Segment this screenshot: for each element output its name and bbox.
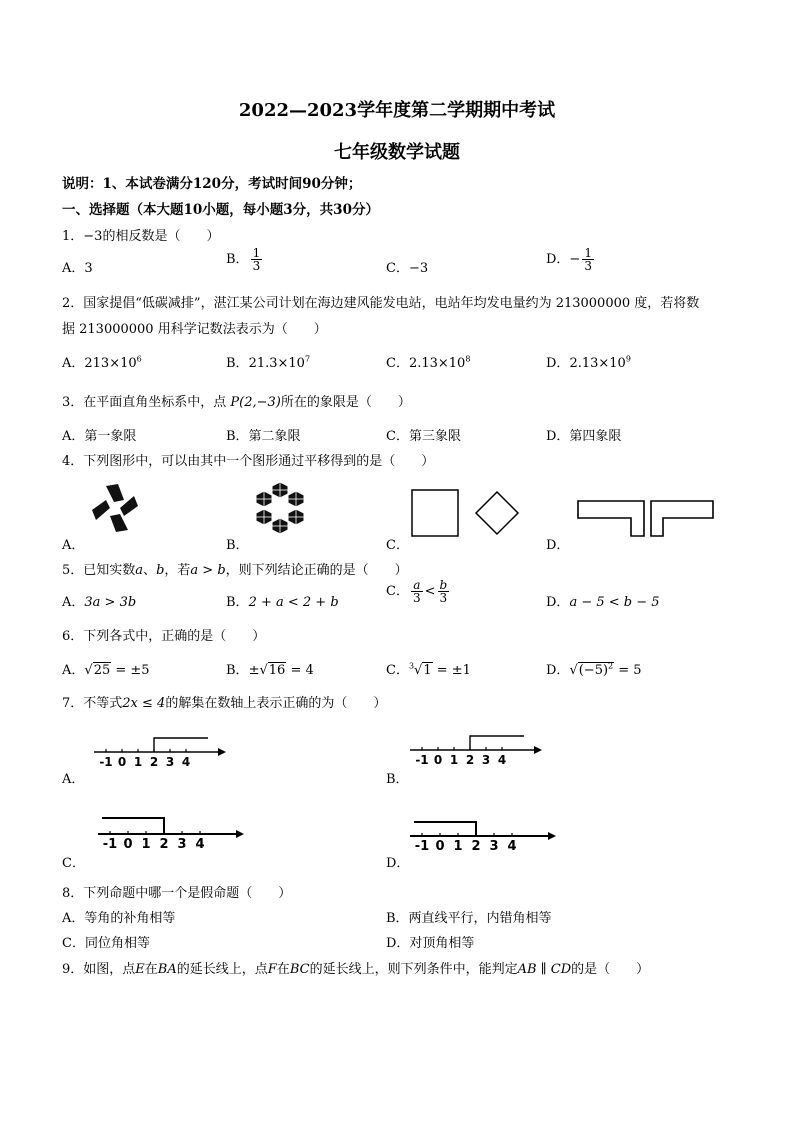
section-heading: 一、选择题（本大题10小题，每小题3分，共30分） <box>62 202 379 218</box>
q6-option-a[interactable]: A．√25 = ±5 <box>62 663 150 678</box>
number-line-tick-label: 1 <box>141 837 151 852</box>
q4-figure-a-blades <box>88 480 144 536</box>
number-line-arrow <box>236 830 244 838</box>
number-line-tick-label: 1 <box>453 839 463 854</box>
q7-number-line-c <box>96 812 246 858</box>
q2-option-a[interactable]: A．$213\times 10^6$ <box>62 354 142 371</box>
q7-option-d[interactable]: D． <box>386 856 410 871</box>
number-line-tick-label: 4 <box>507 839 517 854</box>
number-line-solution-bracket <box>414 822 476 836</box>
question-9-stem: 9．如图，点E在BA的延长线上，点F在BC的延长线上，则下列条件中，能判定AB ∥ CD的是（ ） <box>62 962 650 977</box>
q8-option-c[interactable]: C．同位角相等 <box>62 936 150 951</box>
number-line-arrow <box>218 748 226 756</box>
number-line-solution-bracket <box>154 738 208 752</box>
question-5-stem: 5．已知实数a、b，若a > b，则下列结论正确的是（ ） <box>62 563 408 578</box>
number-line-tick-label: 1 <box>133 755 143 769</box>
q5-option-d[interactable]: D．a − 5 < b − 5 <box>546 595 660 610</box>
number-line-tick-label: -1 <box>414 839 430 854</box>
number-line-tick-label: -1 <box>102 837 118 852</box>
question-6-stem: 6．下列各式中，正确的是（ ） <box>62 629 266 644</box>
number-line-tick-label: 3 <box>489 839 499 854</box>
number-line-arrow <box>534 746 542 754</box>
number-line-tick-label: 3 <box>177 837 187 852</box>
question-8-stem: 8．下列命题中哪一个是假命题（ ） <box>62 886 292 901</box>
number-line-tick-label: 4 <box>181 755 191 769</box>
q7-number-line-b <box>408 728 544 772</box>
number-line-tick-label: 2 <box>159 837 169 852</box>
q3-option-a[interactable]: A．第一象限 <box>62 429 137 444</box>
q5-option-c[interactable]: C． $\frac{a}{3}$ < $\frac{b}{3}$ <box>386 578 448 605</box>
q4-option-b[interactable]: B． <box>226 538 249 553</box>
number-line-tick-label: 0 <box>123 837 133 852</box>
number-line-tick-label: 0 <box>117 755 127 769</box>
number-line-solution-bracket <box>470 736 524 750</box>
question-2-line2: 据 213000000 用科学记数法表示为（ ） <box>62 322 327 337</box>
number-line-tick-label: 2 <box>465 753 475 767</box>
q2-option-b[interactable]: B．$21.3\times 10^7$ <box>226 354 311 371</box>
number-line-tick-label: 4 <box>195 837 205 852</box>
exam-subtitle: 七年级数学试题 <box>334 142 460 163</box>
number-line-tick-label: 3 <box>165 755 175 769</box>
exam-title: 2022—2023学年度第二学期期中考试 <box>238 100 556 121</box>
number-line-tick-label: 2 <box>149 755 159 769</box>
number-line-tick-label: -1 <box>415 753 429 767</box>
q7-number-line-d <box>408 814 558 860</box>
q6-option-d[interactable]: D．$√(-5)^2 = 5$ <box>546 661 642 678</box>
number-line-solution-bracket <box>102 818 164 834</box>
number-line-tick-label: -1 <box>99 755 113 769</box>
q1-option-d[interactable]: D．− $\frac{1}{3}$ <box>546 246 592 273</box>
q2-option-c[interactable]: C．$2.13\times 10^8$ <box>386 354 471 371</box>
q1-option-b[interactable]: B． $\frac{1}{3}$ <box>226 246 261 273</box>
question-7-stem: 7．不等式2x ≤ 4的解集在数轴上表示正确的为（ ） <box>62 696 387 711</box>
number-line-tick-label: 0 <box>433 753 443 767</box>
q5-option-a[interactable]: A．3a > 3b <box>62 595 137 610</box>
number-line-tick-label: 2 <box>471 839 481 854</box>
q3-option-d[interactable]: D．第四象限 <box>546 429 622 444</box>
number-line-arrow <box>548 832 556 840</box>
q4-option-a[interactable]: A． <box>62 538 85 553</box>
question-2-line1: 2．国家提倡“低碳减排”，湛江某公司计划在海边建风能发电站，电站年均发电量约为 213000000 度，若将数 <box>62 296 700 311</box>
q4-option-d[interactable]: D． <box>546 538 570 553</box>
exam-note: 说明：1、本试卷满分120分，考试时间90分钟； <box>62 176 362 192</box>
q6-option-b[interactable]: B．±√16 = 4 <box>226 663 314 678</box>
q4-figure-d-l-shapes <box>575 496 717 540</box>
q7-number-line-a <box>92 732 228 776</box>
q8-option-d[interactable]: D．对顶角相等 <box>386 936 475 951</box>
q8-option-b[interactable]: B．两直线平行，内错角相等 <box>386 911 552 926</box>
question-3-stem: 3．在平面直角坐标系中，点 P(2,−3)所在的象限是（ ） <box>62 395 411 410</box>
q5-option-b[interactable]: B．2 + a < 2 + b <box>226 595 339 610</box>
question-4-stem: 4．下列图形中，可以由其中一个图形通过平移得到的是（ ） <box>62 454 435 469</box>
q3-option-b[interactable]: B．第二象限 <box>226 429 301 444</box>
question-1-stem: 1．−3的相反数是（ ） <box>62 229 220 244</box>
number-line-tick-label: 1 <box>449 753 459 767</box>
number-line-tick-label: 4 <box>497 753 507 767</box>
q4-option-c[interactable]: C． <box>386 538 409 553</box>
q4-figure-c-square-diamond <box>410 488 525 538</box>
q7-option-b[interactable]: B． <box>386 772 409 787</box>
q7-option-a[interactable]: A． <box>62 772 85 787</box>
q1-option-a[interactable]: A．3 <box>62 261 93 276</box>
q2-option-d[interactable]: D．$2.13\times 10^9$ <box>546 354 631 371</box>
q3-option-c[interactable]: C．第三象限 <box>386 429 461 444</box>
q6-option-c[interactable]: C．$^3$√1 = ±1 <box>386 661 471 678</box>
number-line-tick-label: 0 <box>435 839 445 854</box>
q8-option-a[interactable]: A．等角的补角相等 <box>62 911 176 926</box>
q1-option-c[interactable]: C．−3 <box>386 261 429 276</box>
q4-figure-b-hexagons <box>250 478 310 538</box>
number-line-tick-label: 3 <box>481 753 491 767</box>
q7-option-c[interactable]: C． <box>62 856 85 871</box>
